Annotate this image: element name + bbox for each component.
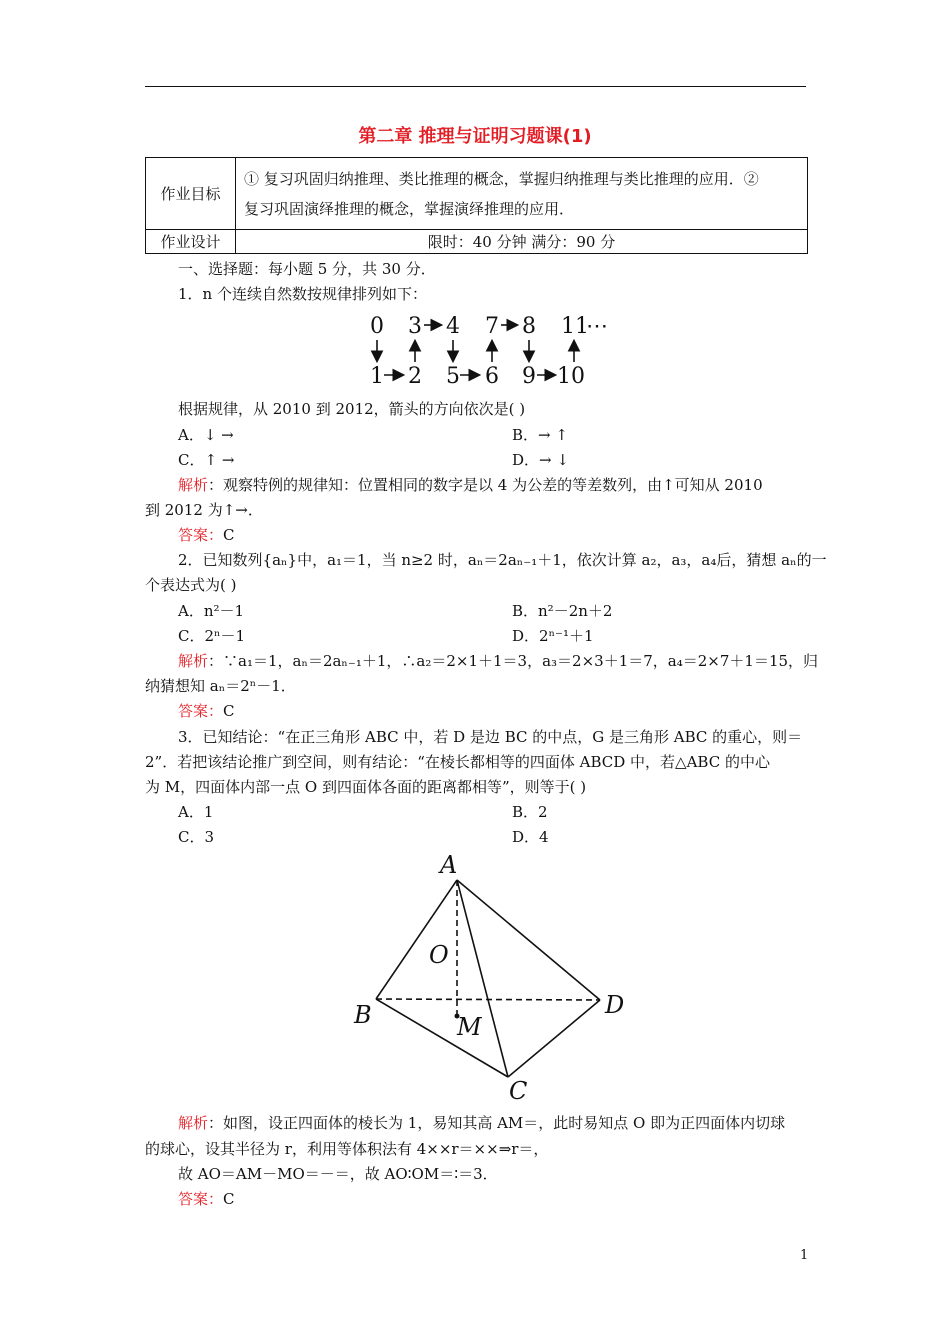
q1-question: 根据规律，从 2010 到 2012，箭头的方向依次是( ) bbox=[178, 400, 526, 418]
answer-label: 答案： bbox=[178, 526, 224, 544]
label-m: M bbox=[457, 1013, 482, 1041]
q2-answer bbox=[178, 700, 235, 721]
diagram-num: 5 bbox=[446, 364, 460, 389]
q1-answer-value: C bbox=[223, 526, 235, 544]
q2-option-d: D．2ⁿ⁻¹＋1 bbox=[512, 627, 594, 645]
q2-answer-value: C bbox=[223, 702, 235, 720]
diagram-num: 1 bbox=[370, 364, 384, 389]
answer-label: 答案： bbox=[178, 1190, 224, 1208]
diagram-num: 3 bbox=[408, 314, 422, 339]
goal-line-1: ① 复习巩固归纳推理、类比推理的概念，掌握归纳推理与类比推理的应用．② bbox=[244, 169, 759, 188]
design-label: 作业设计 bbox=[146, 230, 236, 254]
q3-answer bbox=[178, 1188, 235, 1209]
q2-option-a: A．n²－1 bbox=[178, 602, 245, 620]
label-b: B bbox=[354, 1001, 372, 1029]
header-rule bbox=[145, 86, 806, 87]
q3-option-d: D．4 bbox=[512, 828, 549, 846]
q2-option-b: B．n²－2n＋2 bbox=[512, 602, 613, 620]
diagram-num: 0 bbox=[370, 314, 384, 339]
label-d: D bbox=[605, 991, 625, 1019]
q3-stem-line-3: 为 M，四面体内部一点 O 到四面体各面的距离都相等”，则等于( ) bbox=[145, 778, 587, 796]
q1-analysis-text: ：观察特例的规律知：位置相同的数字是以 4 为公差的等差数列，由↑可知从 2010 bbox=[208, 476, 763, 494]
diagram-num: 11 bbox=[561, 314, 589, 339]
q1-option-c: C．↑ → bbox=[178, 451, 235, 469]
diagram-num: 10 bbox=[557, 364, 585, 389]
q1-analysis-line-2: 到 2012 为↑→． bbox=[145, 501, 263, 519]
diagram-num: 8 bbox=[522, 314, 536, 339]
q2-stem-line-2: 个表达式为( ) bbox=[145, 576, 237, 594]
diagram-num: 7 bbox=[485, 314, 499, 339]
q3-stem-line-1: 3．已知结论：“在正三角形 ABC 中，若 D 是边 BC 的中点，G 是三角形 ABC 的重心，则＝ bbox=[178, 728, 803, 746]
goal-label: 作业目标 bbox=[146, 158, 236, 230]
q1-stem: 1．n 个连续自然数按规律排列如下： bbox=[178, 285, 427, 303]
diagram-num: ⋯ bbox=[586, 314, 608, 339]
q3-analysis-text: ：如图，设正四面体的棱长为 1，易知其高 AM＝，此时易知点 O 即为正四面体内切球 bbox=[208, 1114, 786, 1132]
q3-stem-line-2: 2”．若把该结论推广到空间，则有结论：“在棱长都相等的四面体 ABCD 中，若△ABC 的中心 bbox=[145, 753, 770, 771]
goal-content bbox=[236, 158, 808, 230]
q1-answer bbox=[178, 524, 235, 545]
q3-analysis-line-2: 的球心，设其半径为 r，利用等体积法有 4××r＝××⇒r＝， bbox=[145, 1140, 549, 1158]
assignment-info-table bbox=[145, 157, 808, 254]
q1-option-b: B．→ ↑ bbox=[512, 426, 568, 444]
goal-line-2: 复习巩固演绎推理的概念，掌握演绎推理的应用． bbox=[244, 199, 575, 218]
q2-analysis bbox=[178, 650, 818, 671]
q1-analysis bbox=[178, 474, 763, 495]
q2-stem-line-1: 2．已知数列{aₙ}中，a₁＝1，当 n≥2 时，aₙ＝2aₙ₋₁＋1，依次计算 a₂，a₃，a₄后，猜想 aₙ的一 bbox=[178, 551, 827, 569]
tetrahedron-figure bbox=[340, 845, 640, 1107]
diagram-num: 2 bbox=[408, 364, 422, 389]
q3-answer-value: C bbox=[223, 1190, 235, 1208]
design-value: 限时：40 分钟 满分：90 分 bbox=[236, 230, 808, 254]
diagram-num: 6 bbox=[485, 364, 499, 389]
q2-analysis-text: ：∵a₁＝1，aₙ＝2aₙ₋₁＋1，∴a₂＝2×1＋1＝3，a₃＝2×3＋1＝7，a₄＝2×7＋1＝15，归 bbox=[208, 652, 819, 670]
analysis-label: 解析 bbox=[178, 652, 209, 670]
label-c: C bbox=[509, 1077, 528, 1105]
q1-arrow-diagram bbox=[360, 312, 620, 390]
q3-analysis-line-3: 故 AO＝AM－MO＝－＝，故 AO∶OM＝∶＝3． bbox=[178, 1165, 498, 1183]
q3-option-a: A．1 bbox=[178, 803, 214, 821]
q1-option-d: D．→ ↓ bbox=[512, 451, 569, 469]
answer-label: 答案： bbox=[178, 702, 224, 720]
analysis-label: 解析 bbox=[178, 1114, 209, 1132]
q2-analysis-line-2: 纳猜想知 aₙ＝2ⁿ－1． bbox=[145, 677, 296, 695]
q3-option-b: B．2 bbox=[512, 803, 548, 821]
page-title: 第二章 推理与证明习题课(1) bbox=[358, 126, 592, 147]
diagram-num: 4 bbox=[446, 314, 460, 339]
q3-analysis bbox=[178, 1112, 785, 1133]
section-heading: 一、选择题：每小题 5 分，共 30 分． bbox=[178, 260, 436, 278]
label-a: A bbox=[440, 851, 458, 879]
q3-option-c: C．3 bbox=[178, 828, 215, 846]
q1-option-a: A．↓ → bbox=[178, 426, 234, 444]
label-o: O bbox=[429, 941, 449, 969]
page-number: 1 bbox=[800, 1248, 809, 1263]
analysis-label: 解析 bbox=[178, 476, 209, 494]
q2-option-c: C．2ⁿ－1 bbox=[178, 627, 246, 645]
diagram-num: 9 bbox=[522, 364, 536, 389]
